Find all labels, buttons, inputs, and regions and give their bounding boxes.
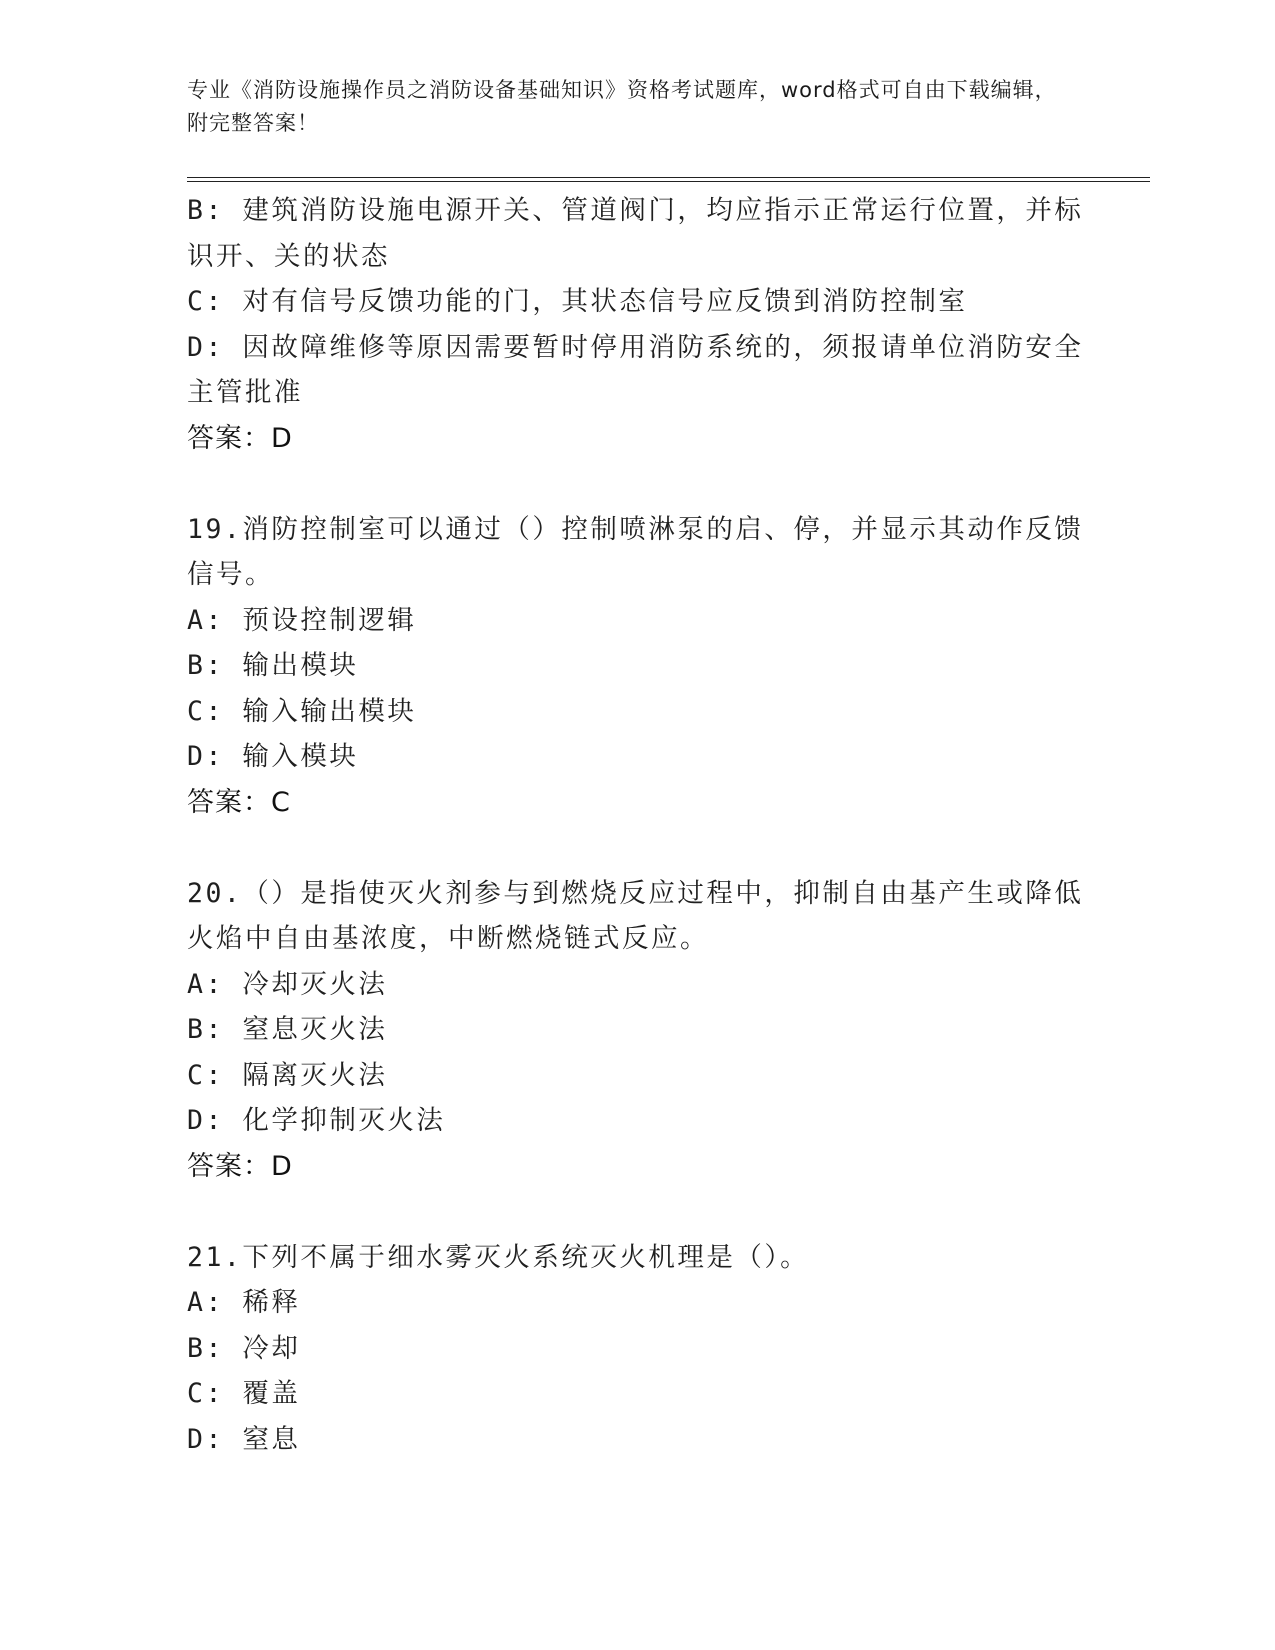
option-b: B: 窒息灭火法 — [187, 1014, 388, 1045]
option-b: B: 建筑消防设施电源开关、管道阀门，均应指示正常运行位置，并标识开、关的状态 — [187, 195, 1084, 272]
page-header: 专业《消防设施操作员之消防设备基础知识》资格考试题库，word格式可自由下载编辑，附完整答案！ — [187, 78, 1057, 135]
question-stem: 21.下列不属于细水雾灭火系统灭火机理是（）。 — [187, 1241, 810, 1273]
question-stem: 20.（）是指使灭火剂参与到燃烧反应过程中，抑制自由基产生或降低火焰中自由基浓度，中断燃烧链式反应。 — [187, 877, 1084, 954]
option-c: C: 隔离灭火法 — [187, 1059, 388, 1091]
option-c: C: 对有信号反馈功能的门，其状态信号应反馈到消防控制室 — [187, 286, 968, 317]
option-c: C: 输入输出模块 — [187, 695, 417, 727]
header-rule-bottom — [187, 181, 1150, 182]
header-rule-top — [187, 177, 1150, 178]
option-b: B: 冷却 — [187, 1332, 301, 1364]
question-stem: 19.消防控制室可以通过（）控制喷淋泵的启、停，并显示其动作反馈信号。 — [187, 513, 1084, 590]
continued-question — [187, 188, 1087, 461]
question-20 — [187, 871, 1087, 1190]
option-a: A: 稀释 — [187, 1287, 301, 1318]
answer-line: 答案：D — [187, 1150, 293, 1182]
option-d: D: 化学抑制灭火法 — [187, 1105, 446, 1136]
option-a: A: 冷却灭火法 — [187, 968, 388, 1000]
spacer — [187, 1189, 1087, 1235]
option-b: B: 输出模块 — [187, 650, 359, 681]
spacer — [187, 825, 1087, 871]
question-19 — [187, 507, 1087, 826]
question-21 — [187, 1235, 1087, 1463]
option-d: D: 窒息 — [187, 1423, 301, 1455]
spacer — [187, 461, 1087, 507]
option-d: D: 因故障维修等原因需要暂时停用消防系统的，须报请单位消防安全主管批准 — [187, 331, 1084, 408]
option-c: C: 覆盖 — [187, 1378, 301, 1409]
answer-line: 答案：D — [187, 422, 293, 454]
option-a: A: 预设控制逻辑 — [187, 604, 417, 636]
answer-line: 答案：C — [187, 786, 291, 818]
question-list — [187, 188, 1087, 1462]
option-d: D: 输入模块 — [187, 741, 359, 772]
